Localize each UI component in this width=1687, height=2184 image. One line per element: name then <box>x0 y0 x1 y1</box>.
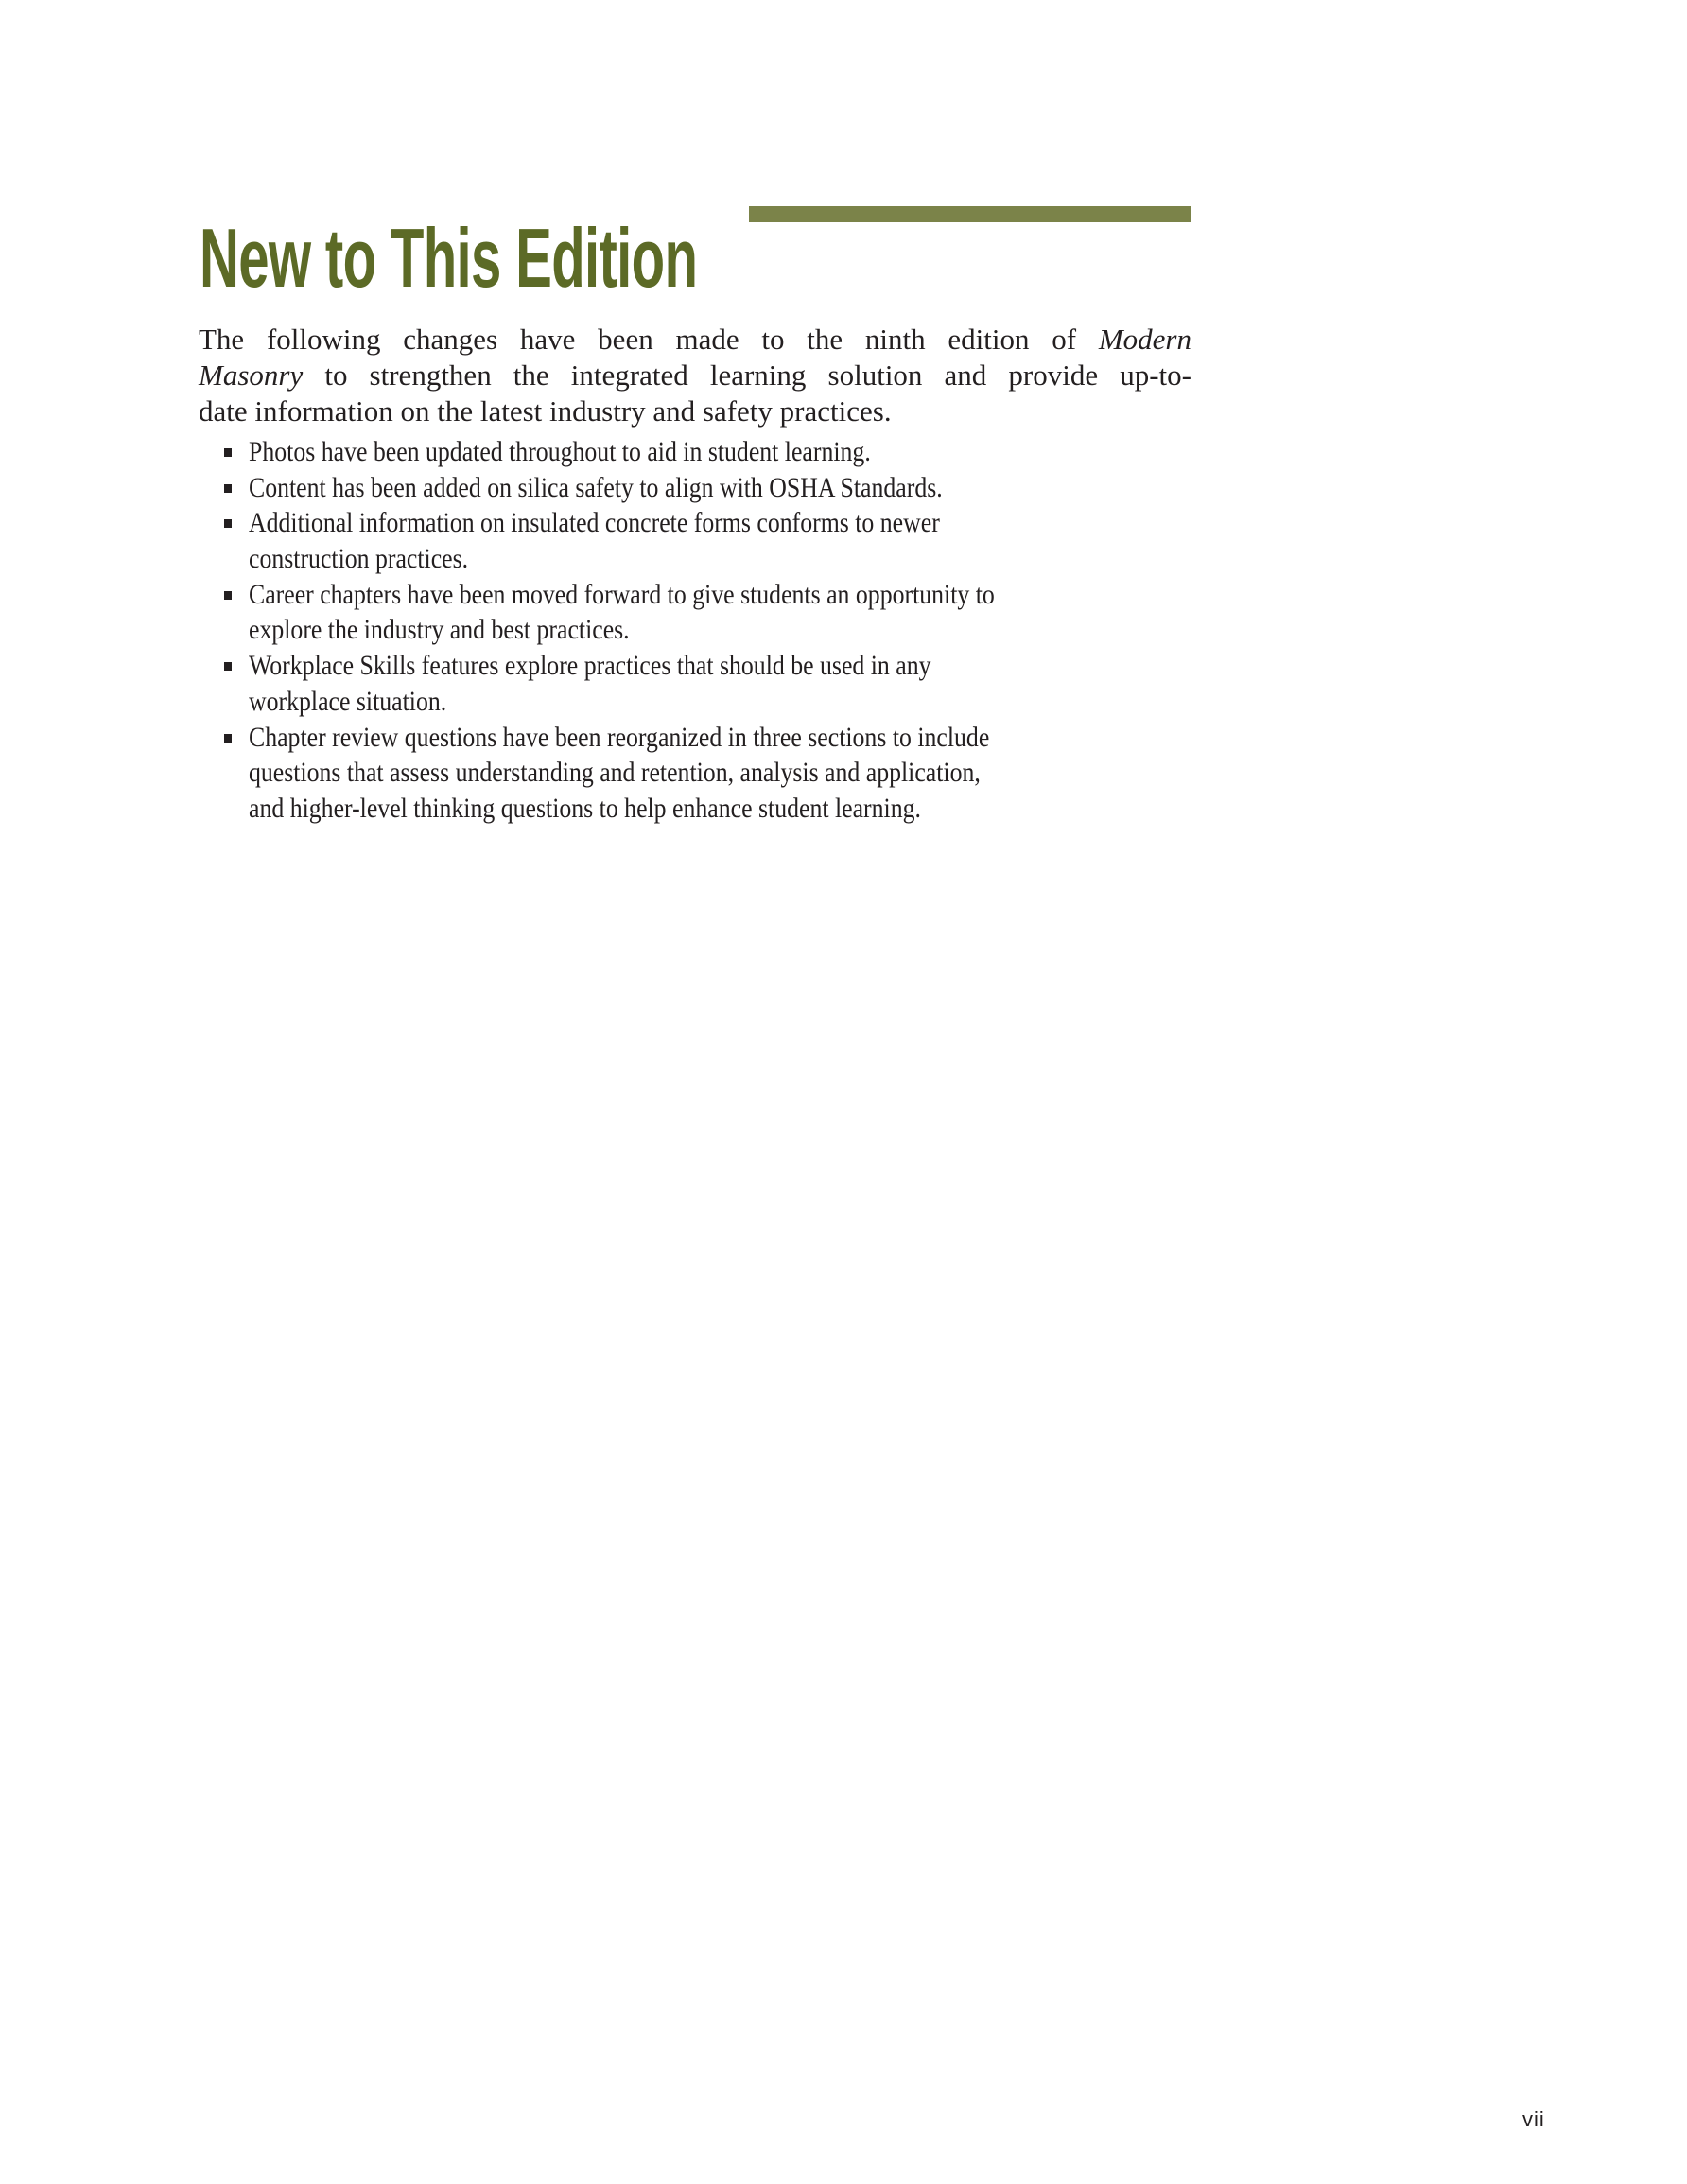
intro-line-3 <box>199 393 1191 429</box>
list-item-text: Chapter review questions have been reorganized in three sections to include <box>249 721 990 753</box>
title-rule-divider <box>749 206 1191 222</box>
intro-line-1 <box>199 322 1191 358</box>
square-bullet-icon <box>224 448 232 457</box>
list-item <box>199 470 1239 506</box>
list-item <box>199 505 1239 576</box>
intro-paragraph <box>199 322 1191 428</box>
list-item <box>199 577 1239 648</box>
list-item-text: questions that assess understanding and retention, analysis and application, <box>249 757 981 789</box>
list-item-text: explore the industry and best practices. <box>249 614 630 646</box>
square-bullet-icon <box>224 734 232 743</box>
intro-text: The following changes have been made to the ninth edition of <box>199 323 1099 356</box>
square-bullet-icon <box>224 662 232 671</box>
page-number: vii <box>1522 2107 1545 2131</box>
intro-text: date information on the latest industry and safety practices. <box>199 393 892 428</box>
list-item-text: Content has been added on silica safety to align with OSHA Standards. <box>249 471 943 503</box>
list-item-text: Additional information on insulated concrete forms conforms to newer <box>249 507 940 539</box>
list-item-text: Career chapters have been moved forward to give students an opportunity to <box>249 578 995 610</box>
square-bullet-icon <box>224 484 232 493</box>
intro-text: to strengthen the integrated learning solution and provide up-to- <box>303 358 1191 392</box>
changes-list <box>199 434 1239 827</box>
list-item <box>199 648 1239 719</box>
book-title-italic: Modern <box>1098 323 1191 356</box>
list-item-text: and higher-level thinking questions to help enhance student learning. <box>249 792 921 824</box>
list-item-text: Photos have been updated throughout to aid in student learning. <box>249 436 871 467</box>
list-item-text: construction practices. <box>249 543 469 575</box>
intro-line-2 <box>199 358 1191 393</box>
book-title-italic: Masonry <box>199 358 304 392</box>
list-item <box>199 720 1239 827</box>
list-item-text: workplace situation. <box>249 685 447 717</box>
square-bullet-icon <box>224 519 232 528</box>
square-bullet-icon <box>224 591 232 600</box>
list-item <box>199 434 1239 470</box>
page-title: New to This Edition <box>200 210 698 305</box>
list-item-text: Workplace Skills features explore practices that should be used in any <box>249 650 931 682</box>
